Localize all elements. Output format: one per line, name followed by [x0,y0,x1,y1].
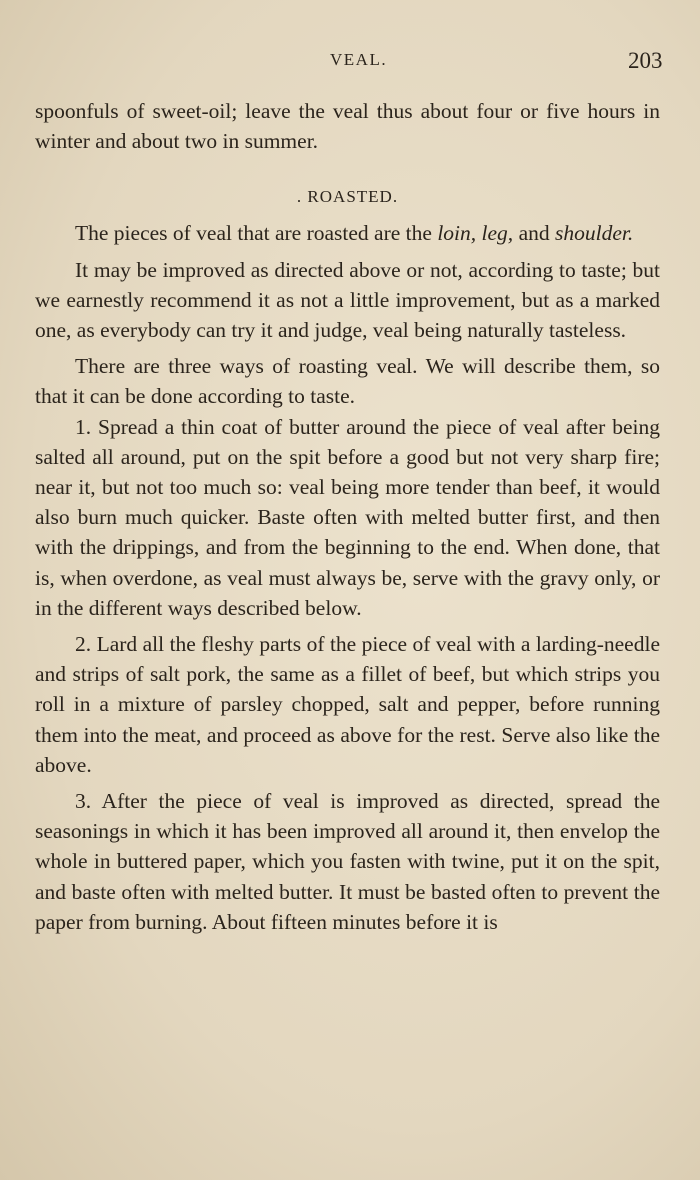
paragraph-text: and [518,221,550,246]
paragraph-continuation: spoonfuls of sweet-oil; leave the veal thus about four or five hours in winter and about two in summer. [35,99,660,154]
paragraph-improvement: It may be improved as directed above or not, according to taste; but we earnestly recommend it as not a little improvement, but as a marked one, as everybody can try it and judge, veal being naturally tasteless. [35,257,660,343]
paragraph-roasted-pieces [35,218,660,248]
emphasis-loin: loin, [437,221,477,246]
emphasis-leg: leg, [481,221,514,246]
running-head [0,48,700,78]
paragraph-method-1: 1. Spread a thin coat of butter around the piece of veal after being salted all around, put on the spit before a good but not very sharp fire; near it, but not too much so: veal being more tender than beef, it would also burn much quicker. Baste often with melted butter first, and then with the drippings, and from the beginning to the end. When done, that is, when overdone, as veal must always be, serve with the gravy only, or in the different ways described below. [35,414,660,620]
paragraph-method-3: 3. After the piece of veal is improved as directed, spread the seasonings in which it has been improved all around it, then envelop the whole in buttered paper, which you fasten with twine, put it on the spit, and baste often with melted butter. It must be basted often to prevent the paper from burning. About fifteen minutes before it is [35,789,660,934]
emphasis-shoulder: shoulder. [554,221,634,246]
running-title: VEAL. [330,50,388,69]
body-text [35,96,660,937]
paragraph-method-2: 2. Lard all the fleshy parts of the piece of veal with a larding-needle and strips of salt pork, the same as a fillet of beef, but which strips you roll in a mixture of parsley chopped, salt and pepper, before running them into the meat, and proceed as above for the rest. Serve also like the above. [35,632,660,777]
section-heading-roasted: . ROASTED. [296,187,399,207]
page-number: 203 [628,48,663,73]
paragraph-three-ways: There are three ways of roasting veal. We will describe them, so that it can be done according to taste. [35,354,660,409]
paragraph-text: The pieces of veal that are roasted are the [75,221,438,246]
